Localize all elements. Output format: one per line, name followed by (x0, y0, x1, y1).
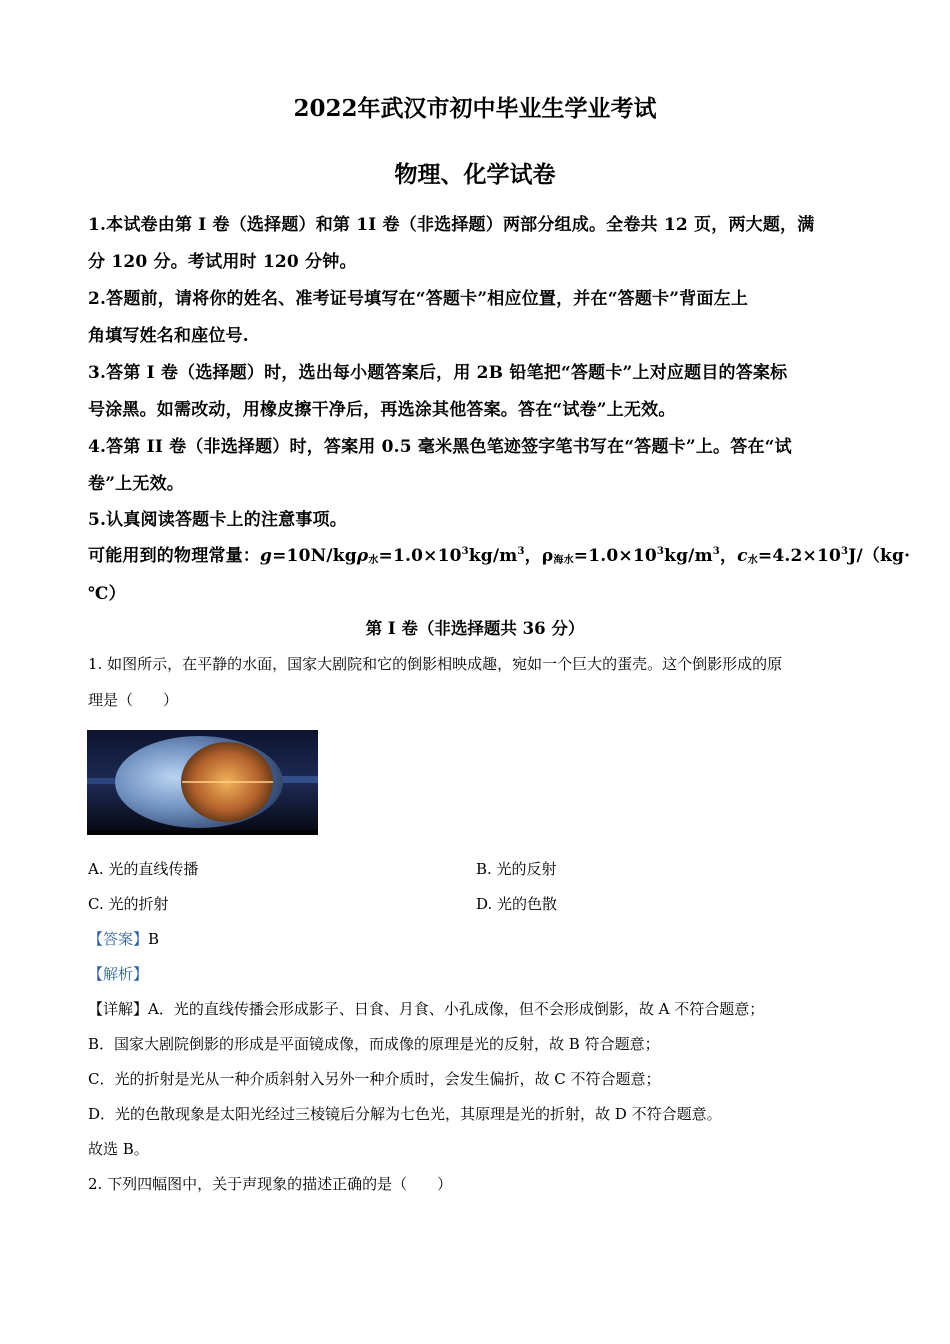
detail-line-b: B．国家大剧院倒影的形成是平面镜成像，而成像的原理是光的反射，故 B 符合题意； (88, 1035, 660, 1053)
exam-title: 2022年武汉市初中毕业生学业考试 (293, 95, 657, 122)
analysis-tag: 【解析】 (88, 965, 149, 983)
physics-constants (88, 541, 910, 566)
constant-exponent: 3 (656, 546, 665, 557)
detail-line-d: D．光的色散现象是太阳光经过三棱镜后分解为七色光，其原理是光的折射，故 D 不符合题意。 (88, 1105, 722, 1123)
constant-value: =10N/kg (272, 546, 357, 566)
answer-value: B (148, 930, 160, 948)
exam-subtitle: 物理、化学试卷 (394, 161, 556, 188)
constant-subscript: 水 (368, 555, 379, 566)
constant-subscript: 海水 (553, 555, 574, 566)
instruction-line: 卷”上无效。 (88, 474, 184, 494)
constant-unit: J/（kg· (848, 546, 911, 566)
instruction-line: 号涂黑。如需改动，用橡皮擦干净后，再选涂其他答案。答在“试卷”上无效。 (88, 400, 676, 420)
instruction-line: 5.认真阅读答题卡上的注意事项。 (88, 510, 347, 530)
option-c: C. 光的折射 (88, 895, 169, 913)
option-b: B. 光的反射 (476, 860, 557, 878)
instruction-line: 3.答第 I 卷（选择题）时，选出每小题答案后，用 2B 铅笔把“答题卡”上对应题目的答案标 (88, 363, 788, 383)
constants-lead: 可能用到的物理常量： (88, 546, 260, 566)
instruction-line: 4.答第 II 卷（非选择题）时，答案用 0.5 毫米黑色笔迹签字笔书写在“答题卡”上。答在“试 (88, 437, 792, 457)
constant-symbol: g (260, 546, 273, 566)
constant-exponent: 3 (461, 546, 469, 557)
constant-symbol: c (737, 546, 748, 566)
national-theater-photo (87, 730, 318, 835)
question-1-stem: 1. 如图所示，在平静的水面，国家大剧院和它的倒影相映成趣，宛如一个巨大的蛋壳。这个倒影形成的原 (88, 655, 783, 673)
instruction-line: 角填写姓名和座位号. (88, 326, 249, 346)
constant-subscript: 水 (747, 555, 758, 566)
constant-symbol: ρ (356, 546, 369, 566)
answer-line (88, 928, 159, 949)
physics-constants-continued: ℃） (88, 584, 126, 604)
constant-exponent: 3 (517, 546, 525, 557)
instruction-line: 分 120 分。考试用时 120 分钟。 (88, 252, 357, 272)
constant-separator: ，ρ (524, 546, 554, 566)
constant-separator: ， (719, 546, 738, 566)
answer-tag: 【答案】 (88, 930, 149, 948)
constant-value: =4.2×10 (757, 546, 842, 566)
option-d: D. 光的色散 (476, 895, 558, 913)
question-2-stem: 2. 下列四幅图中，关于声现象的描述正确的是（ ） (88, 1175, 453, 1193)
constant-exponent: 3 (841, 546, 849, 557)
detail-text: A．光的直线传播会形成影子、日食、月食、小孔成像，但不会形成倒影，故 A 不符合题意； (148, 1000, 765, 1018)
instruction-line: 1.本试卷由第 I 卷（选择题）和第 1I 卷（非选择题）两部分组成。全卷共 12 页，两大题，满 (88, 215, 815, 235)
constant-value: =1.0×10 (573, 546, 657, 566)
egg-dome-reflection-image (87, 730, 318, 835)
detail-line-a (88, 998, 764, 1019)
conclusion: 故选 B。 (88, 1140, 149, 1158)
detail-tag: 【详解】 (88, 1000, 149, 1018)
detail-line-c: C．光的折射是光从一种介质斜射入另外一种介质时，会发生偏折，故 C 不符合题意； (88, 1070, 661, 1088)
question-1-stem-continued: 理是（ ） (88, 691, 179, 709)
section-heading: 第 I 卷（非选择题共 36 分） (365, 619, 585, 638)
constant-value: =1.0×10 (378, 546, 462, 566)
option-a: A. 光的直线传播 (88, 860, 199, 878)
constant-unit: kg/m (468, 546, 518, 566)
constant-exponent: 3 (712, 546, 720, 557)
instruction-line: 2.答题前，请将你的姓名、准考证号填写在“答题卡”相应位置，并在“答题卡”背面左上 (88, 289, 749, 309)
constant-unit: kg/m (664, 546, 713, 566)
